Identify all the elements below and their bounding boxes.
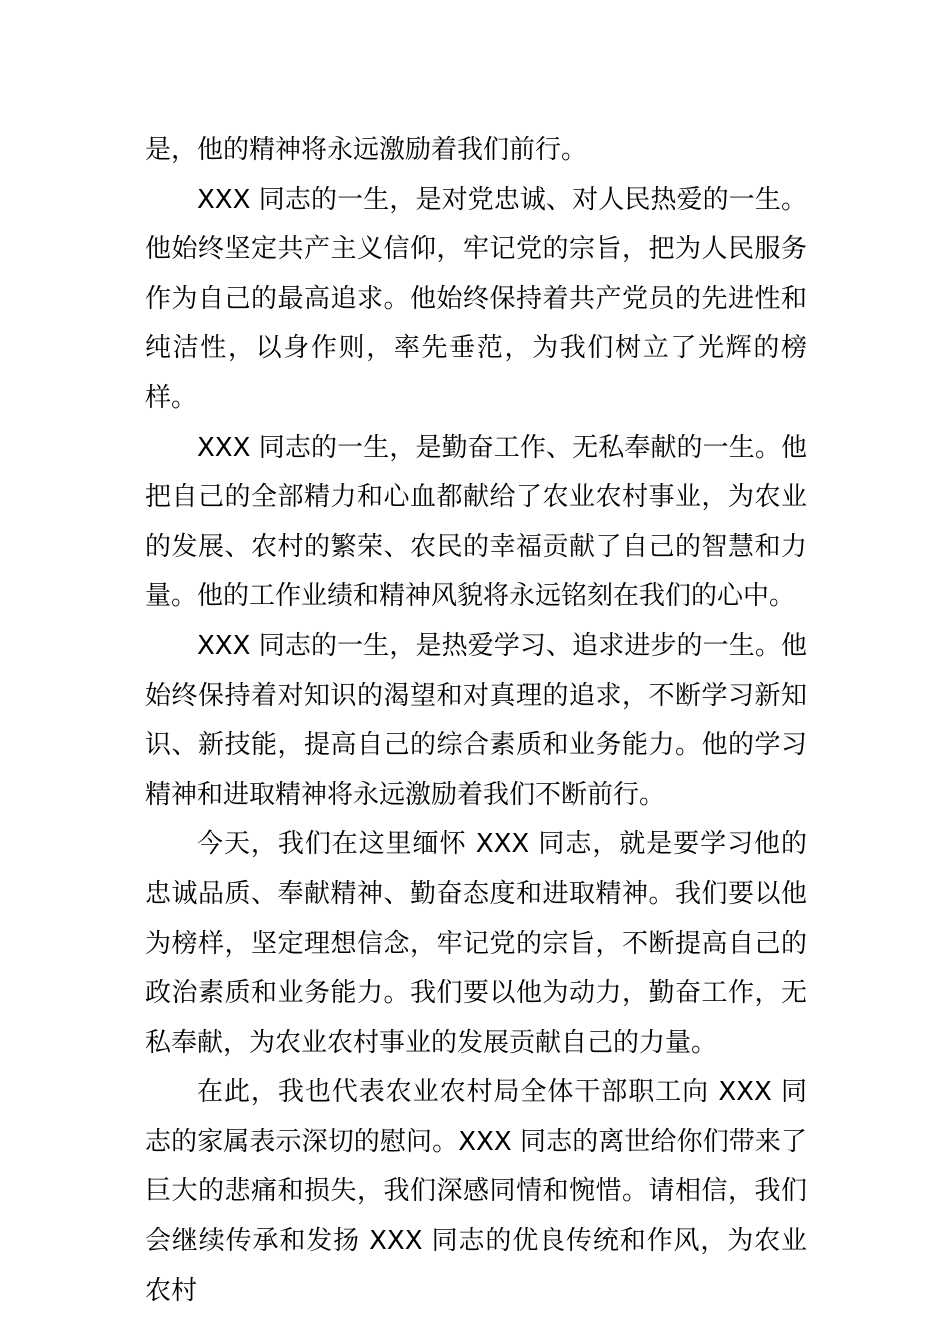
paragraph-3: XXX 同志的一生，是勤奋工作、无私奉献的一生。他把自己的全部精力和心血都献给了农业农村事业，为农业的发展、农村的繁荣、农民的幸福贡献了自己的智慧和力量。他的工作业绩和精神风貌将永远铭刻在我们的心中。 — [145, 432, 807, 612]
paragraph-6: 在此，我也代表农业农村局全体干部职工向 XXX 同志的家属表示深切的慰问。XXX 同志的离世给你们带来了巨大的悲痛和损失，我们深感同情和惋惜。请相信，我们会继续传承和发扬 XXX 同志的优良传统和作风，为农业农村 — [145, 1077, 807, 1306]
paragraph-2: XXX 同志的一生，是对党忠诚、对人民热爱的一生。他始终坚定共产主义信仰，牢记党的宗旨，把为人民服务作为自己的最高追求。他始终保持着共产党员的先进性和纯洁性，以身作则，率先垂范，为我们树立了光辉的榜样。 — [145, 184, 807, 413]
paragraph-5: 今天，我们在这里缅怀 XXX 同志，就是要学习他的忠诚品质、奉献精神、勤奋态度和进取精神。我们要以他为榜样，坚定理想信念，牢记党的宗旨，不断提高自己的政治素质和业务能力。我们要以他为动力，勤奋工作，无私奉献，为农业农村事业的发展贡献自己的力量。 — [145, 829, 807, 1058]
paragraph-1: 是，他的精神将永远激励着我们前行。 — [145, 135, 588, 165]
document-body — [145, 126, 807, 1316]
paragraph-4: XXX 同志的一生，是热爱学习、追求进步的一生。他始终保持着对知识的渴望和对真理的追求，不断学习新知识、新技能，提高自己的综合素质和业务能力。他的学习精神和进取精神将永远激励着我们不断前行。 — [145, 630, 807, 810]
